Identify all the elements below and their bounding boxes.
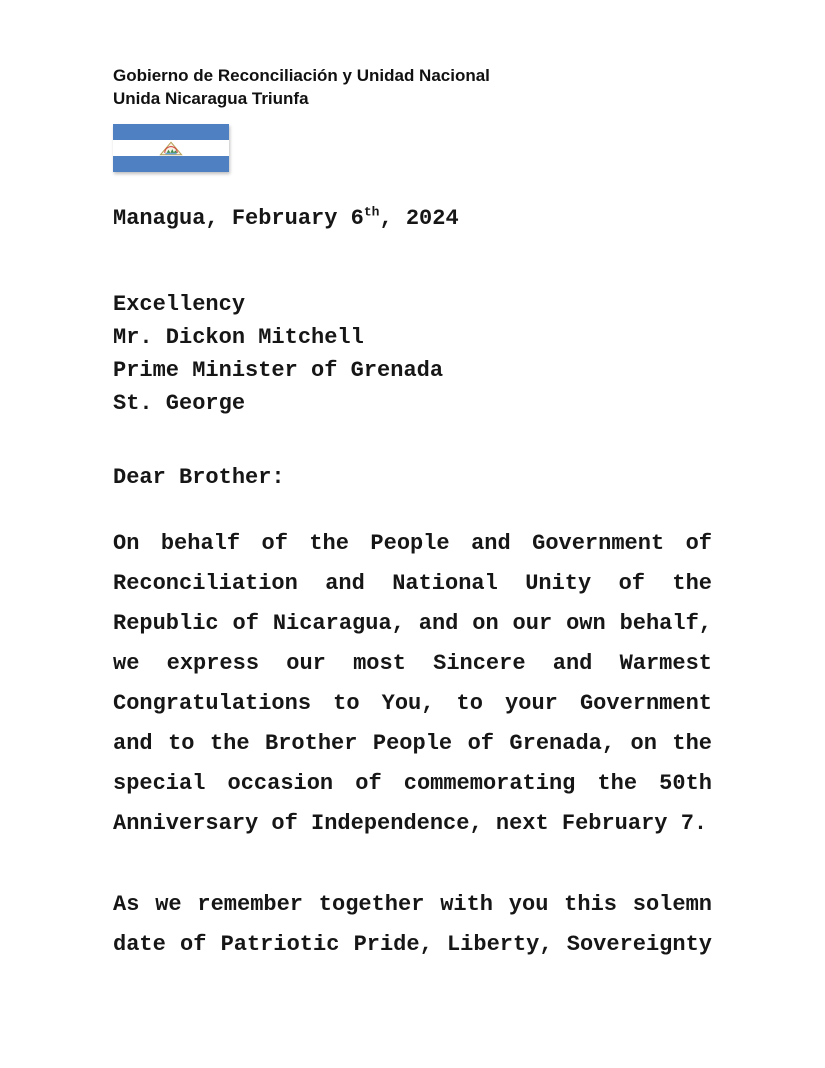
- recipient-name: Mr. Dickon Mitchell: [113, 325, 364, 350]
- recipient-city: St. George: [113, 391, 246, 416]
- nicaragua-flag: [113, 124, 229, 172]
- body-paragraph-1: On behalf of the People and Government of Reconciliation and National Unity of the Republic of Nicaragua, and on our own behalf, we express our most Sincere and Warmest Congratulations to You, to your Government and to the Brother People of Grenada, on the special occasion of commemorating the 50th Anniversary of Independence, next February 7.: [113, 531, 712, 836]
- recipient-role: Prime Minister of Grenada: [113, 358, 444, 383]
- date-prefix: Managua, February 6: [113, 206, 364, 231]
- body-paragraph-2: As we remember together with you this solemn date of Patriotic Pride, Liberty, Sovereignty: [113, 892, 712, 957]
- flag-stripe-bottom: [113, 156, 229, 172]
- salutation: Dear Brother:: [113, 465, 285, 490]
- flag-stripe-top: [113, 124, 229, 140]
- date-suffix: , 2024: [379, 206, 459, 231]
- letterhead-line2: Unida Nicaragua Triunfa: [113, 89, 309, 108]
- date-line: [113, 204, 712, 234]
- recipient-block: [113, 288, 712, 420]
- flag-stripe-middle: [113, 140, 229, 156]
- letterhead-line1: Gobierno de Reconciliación y Unidad Nacional: [113, 66, 490, 85]
- recipient-title: Excellency: [113, 292, 246, 317]
- letterhead: [113, 64, 712, 110]
- date-ordinal-superscript: th: [363, 204, 380, 220]
- nicaragua-coat-of-arms-icon: [158, 141, 184, 156]
